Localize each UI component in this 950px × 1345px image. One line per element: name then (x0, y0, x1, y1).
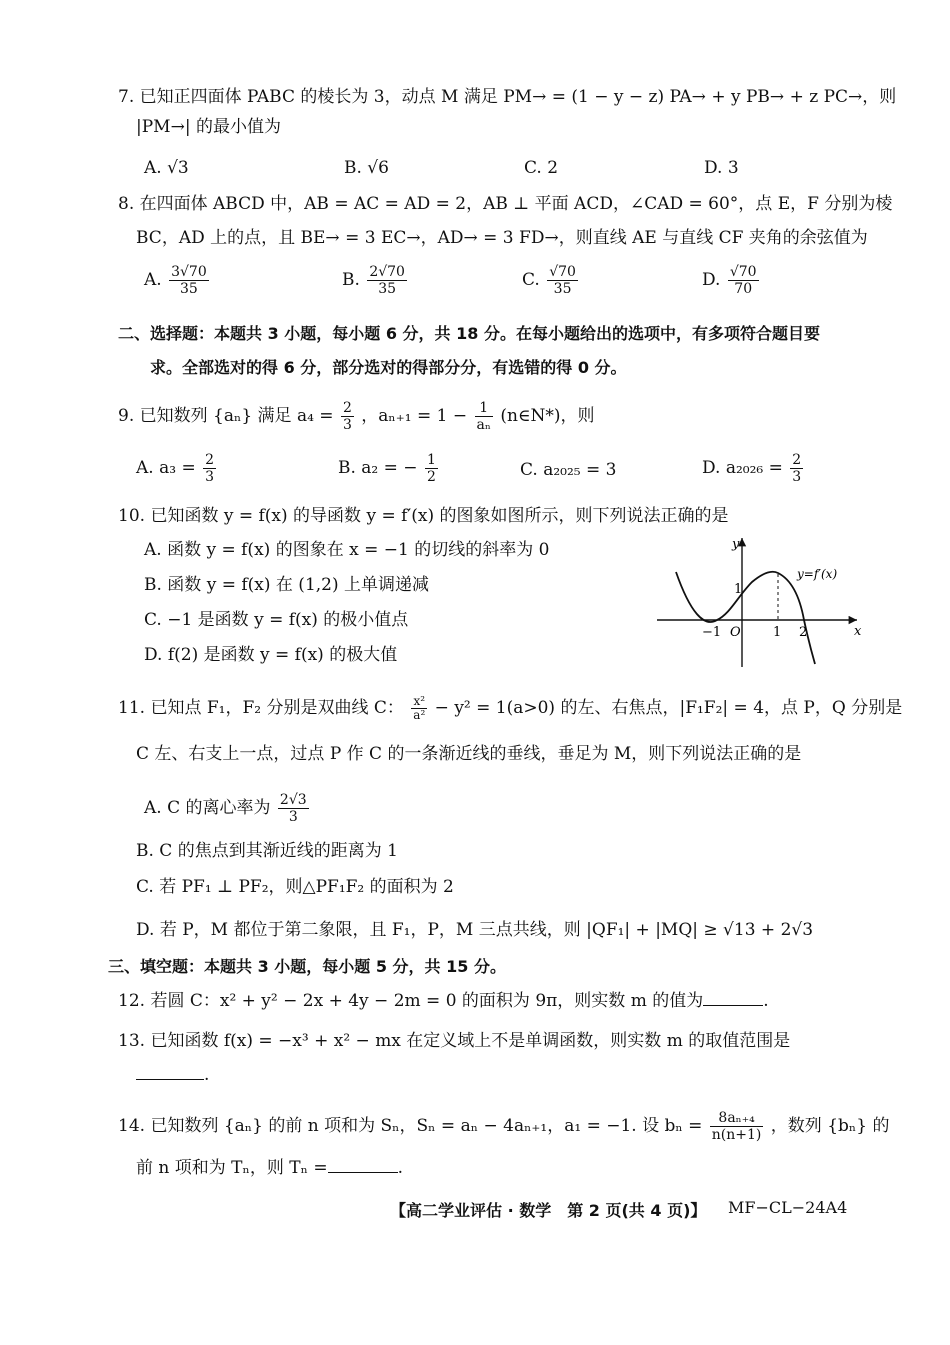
q10-option-d: D. f(2) 是函数 y = f(x) 的极大值 (144, 645, 398, 665)
q8-option-c: C. $\frac{√70}{35}$ (522, 264, 576, 297)
q11-option-b: B. C 的焦点到其渐近线的距离为 1 (136, 841, 398, 861)
q8-line2: BC，AD 上的点，且 BE→ = 3 EC→，AD→ = 3 FD→，则直线 AE 与直线 CF 夹角的余弦值为 (136, 228, 868, 248)
q13-line1: 13. 已知函数 f(x) = −x³ + x² − mx 在定义域上不是单调函数，则实数 m 的取值范围是 (118, 1031, 791, 1051)
q11-option-c: C. 若 PF₁ ⊥ PF₂，则△PF₁F₂ 的面积为 2 (136, 877, 454, 897)
q9-stem: 9. 已知数列 {aₙ} 满足 a₄ = $\frac{2}{3}$ ，aₙ₊₁ = 1 − $\frac{1}{\text{aₙ}}$ (n∈N*)，则 (118, 400, 595, 433)
q11-line2: C 左、右支上一点，过点 P 作 C 的一条渐近线的垂线，垂足为 M，则下列说法正确的是 (136, 744, 802, 764)
q10-option-b: B. 函数 y = f(x) 在 (1,2) 上单调递减 (144, 575, 430, 595)
section2-header-line2: 求。全部选对的得 6 分，部分选对的得部分分，有选错的得 0 分。 (150, 358, 627, 377)
derivative-curve (676, 572, 815, 664)
tick-label-2: 2 (799, 625, 808, 640)
q14-line1: 14. 已知数列 {aₙ} 的前 n 项和为 Sₙ，Sₙ = aₙ − 4aₙ₊₁，a₁ = −1. 设 bₙ = $\frac{\text{8aₙ₊₄}}{n(n+1)}$ ，数列 {bₙ} 的 (118, 1110, 890, 1143)
q11-option-d: D. 若 P，M 都位于第二象限，且 F₁，P，M 三点共线，则 |QF₁| + |MQ| ≥ √13 + 2√3 (136, 920, 814, 940)
q9-option-d: D. a₂₀₂₆ = $\frac{2}{3}$ (702, 452, 802, 485)
tick-label-1: 1 (773, 625, 782, 640)
x-axis-label: x (854, 624, 862, 639)
y-tick-label-1: 1 (734, 582, 743, 597)
q7-option-b: B. √6 (344, 158, 389, 178)
q14-line2: 前 n 项和为 Tₙ，则 Tₙ = . (136, 1158, 404, 1178)
q8-line1: 8. 在四面体 ABCD 中，AB = AC = AD = 2，AB ⊥ 平面 ACD，∠CAD = 60°，点 E，F 分别为棱 (118, 194, 893, 214)
exam-code: MF−CL−24A4 (728, 1198, 848, 1217)
q10-stem: 10. 已知函数 y = f(x) 的导函数 y = f′(x) 的图象如图所示，则下列说法正确的是 (118, 506, 729, 526)
q10-option-a: A. 函数 y = f(x) 的图象在 x = −1 的切线的斜率为 0 (144, 540, 550, 560)
section3-header: 三、填空题：本题共 3 小题，每小题 5 分，共 15 分。 (108, 957, 506, 976)
q7-option-a: A. √3 (144, 158, 189, 178)
q8-option-a: A. $\frac{3√70}{35}$ (144, 264, 207, 297)
derivative-graph (652, 532, 867, 672)
q12-line: 12. 若圆 C：x² + y² − 2x + 4y − 2m = 0 的面积为 9π，则实数 m 的值为 . (118, 991, 769, 1011)
q9-option-c: C. a₂₀₂₅ = 3 (520, 460, 617, 480)
q10-option-c: C. −1 是函数 y = f(x) 的极小值点 (144, 610, 409, 630)
q7-line1: 7. 已知正四面体 PABC 的棱长为 3，动点 M 满足 PM→ = (1 − y − z) PA→ + y PB→ + z PC→，则 (118, 87, 897, 107)
curve-label: y=f′(x) (797, 567, 838, 581)
q11-line1: 11. 已知点 F₁，F₂ 分别是双曲线 C： $\frac{\text{x²}}{\text{a²}}$ − y² = 1(a>0) 的左、右焦点，|F₁F₂| = 4，点 P，Q 分别是 (118, 694, 903, 722)
q7-line2: |PM→| 的最小值为 (136, 117, 281, 137)
section2-header-line1: 二、选择题：本题共 3 小题，每小题 6 分，共 18 分。在每小题给出的选项中，有多项符合题目要 (118, 324, 820, 343)
q7-option-d: D. 3 (704, 158, 739, 178)
q11-option-a: A. C 的离心率为 $\frac{2√3}{3}$ (144, 792, 307, 825)
q9-option-a: A. a₃ = $\frac{2}{3}$ (136, 452, 215, 485)
tick-label-neg1: −1 (702, 625, 722, 640)
q9-option-b: B. a₂ = − $\frac{1}{2}$ (338, 452, 436, 485)
y-axis-label: y (732, 537, 740, 552)
page-footer: 【高二学业评估 · 数学 第 2 页(共 4 页)】 (390, 1201, 707, 1220)
origin-label: O (730, 625, 741, 640)
q13-line2: . (136, 1064, 209, 1086)
q8-option-d: D. $\frac{√70}{70}$ (702, 264, 757, 297)
q8-option-b: B. $\frac{2√70}{35}$ (342, 264, 405, 297)
q7-option-c: C. 2 (524, 158, 559, 178)
